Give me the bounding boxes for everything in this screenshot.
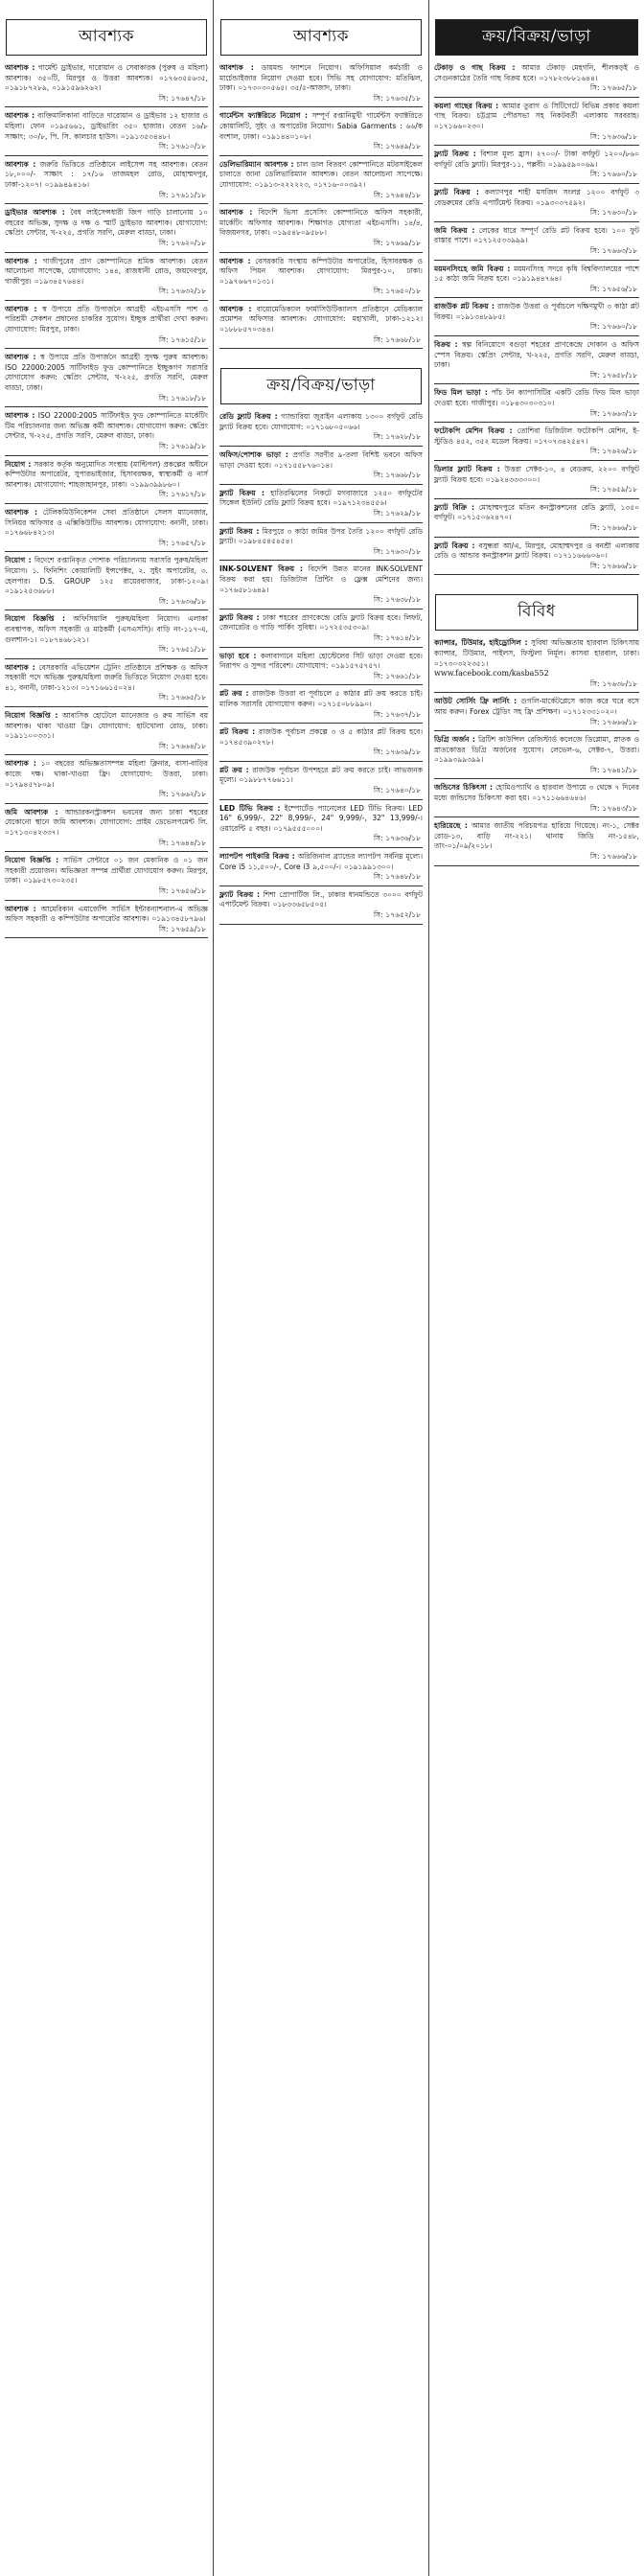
ad-text: গুগলি-মার্কেটপ্লেসে কাজ করে ঘরে বসে আয় করুন। Forex ট্রেডিং সহ ফ্রি প্রশিক্ষণ। ০১৭১২৩৩১০২০। <box>434 697 640 716</box>
ad-keyword: নিয়োগ বিজ্ঞপ্তি : <box>5 711 58 721</box>
ad-keyword: আবশ্যক : <box>5 353 36 362</box>
ad-text: ময়মনসিংহ সদরে কৃষি বিশ্ববিদ্যালয়ের পাশে ১৫ কাঠা জমি বিক্রয় হবে। ০১৯১৯৪৪৭৬৪। <box>434 264 640 284</box>
ad-keyword: আবশ্যক : <box>5 304 37 313</box>
ad-text: গ্যান্ডারিয়া জুরাইন এলাকায় ১৩০০ বর্গফুট রেডি ফ্ল্যাট বিক্রয় হবে। যোগাযোগ: ০১৭১৬৮০৫০৬৬। <box>219 412 423 431</box>
ad-separator <box>5 155 208 156</box>
ad-code: সি: ১৭৬২৮/১৮ <box>373 432 421 442</box>
ad-text: আবাসিক হোটেলে ম্যানেজার ও রুম সার্ভিস বয় আবশ্যক। থাকা খাওয়া ফ্রি। যোগাযোগ: হাটখোলা রোড, ঢাকা। ০১৯১১০০৩৩১। <box>5 711 208 741</box>
ad-text: সরকার কর্তৃক অনুমোদিত সংস্থায় (মাল্টিপল) প্রকল্পের অধীনে কম্পিউটার অপারেটর, সুপারভাইজার, হিসাবরক্ষক, স্বাস্থ্যকর্মী ও নার্স আবশ্যক। যোগাযোগ: শাহজাহানপুর, ঢাকা। ০১৯৯৩৯৯৮৬০। <box>5 459 209 489</box>
ad-code: সি: ১৭৬৫৬/১৮ <box>589 284 637 293</box>
ad-code: সি: ১৭৬৫৮/১৮ <box>589 370 637 380</box>
ad-code: সি: ১৭৬৫১/১৮ <box>158 645 206 655</box>
ad-keyword: LED টিভি বিক্রয় : <box>219 803 281 813</box>
classified-ad <box>217 725 426 759</box>
classified-ad <box>431 501 642 535</box>
classified-ad <box>217 687 426 721</box>
ad-code: সি: ১৭৬৬৬/১৮ <box>589 522 637 532</box>
classified-ad <box>2 612 211 656</box>
ad-text: আমার তুরাগ ও সিটিগেটে বিভিন্ন প্রকার কয়লা গাছ বিক্রয়। চট্টগ্রাম পৌরসভা সহ নিকটবর্তী এলাকায় সরবরাহ। ০১৭১৬৬০২৩০। <box>434 101 640 130</box>
ad-code: সি: ১৭৬৫২/১৮ <box>373 910 421 919</box>
ad-code: সি: ১৭৬৪৭/১৮ <box>158 93 206 103</box>
classified-ad <box>2 806 211 849</box>
ad-code: সি: ১৭৬৩০/১৮ <box>373 546 421 556</box>
ad-separator <box>5 203 208 204</box>
ad-text: আন্ডারকনস্ট্রাকশন ভবনের জন্য ঢাকা শহরের যেকোনো স্থানে জমি আবশ্যক। যোগাযোগ: প্রাইম ডেভেলপমেন্ট লি. ০১৭১৩০৪২৩৩৭। <box>5 807 208 837</box>
ad-keyword: অফিস/পোশাক ভাড়া : <box>219 450 288 460</box>
classified-ad <box>2 351 211 404</box>
ad-text: স্বল্প বিনিয়োগে বগুড়া শহরের প্রাণকেন্দ্রে দোকান ও অফিস স্পেস বিক্রয়। স্কেপ্রিং সেন্টার, খ-২২৫, প্রগতি সরণি, মেরুল বাড্ডা, ঢাকা। <box>434 340 639 370</box>
ad-keyword: হারিয়েছে : <box>434 821 468 831</box>
ad-text: হোমিওপ্যাথি ও হারবাল উপায়ে ৩ থেকে ৭ দিনের মধ্যে জন্ডিসের চিকিৎসা করা হয়। ০১৭১১৬৬৪৬৪৬। <box>434 783 639 803</box>
ad-code: সি: ১৭৬১০/১৮ <box>158 142 206 151</box>
ad-text: আমেরিকান এমার্জেন্সি সার্ভিস ইন্টারন্যাশনাল-এ অভিজ্ঞ অফিস সহকারী ও কম্পিউটার অপারেটর আবশ্যক। ০১৯১৩৪৫৮৭৯৬। <box>5 904 208 924</box>
ad-keyword: প্লট বিক্রয় : <box>219 727 256 737</box>
ad-text: তোশিবা ডিজিটাল ফটোকপি মেশিন, ই-স্টুডিও ৪৫২, ৩৫২ মডেল বিক্রয়। ০১৭০৭৩৪২৫৪৭। <box>434 426 639 446</box>
classified-ad <box>431 338 642 381</box>
ad-code: সি: ১৭৬১৫/১৮ <box>158 334 206 344</box>
ad-separator <box>434 183 639 184</box>
ad-code: সি: ১৭৬৬৯/১৮ <box>373 238 421 247</box>
ad-code: সি: ১৭৬৪৮/১৮ <box>373 872 421 882</box>
ad-text: টেলিকমিউনিকেশন সেবা প্রতিষ্ঠানে সেলস ম্যানেজার, সিনিয়র অফিসার ও এক্সিকিউটিভ আবশ্যক। যোগাযোগ: বনানী, ঢাকা। ০১৭৬৬৮৪২১৩। <box>5 507 208 538</box>
ad-code: সি: ১৭৬৬০/১৮ <box>589 322 637 332</box>
ad-separator <box>5 706 208 707</box>
ad-separator <box>219 847 423 848</box>
ad-keyword: জমি বিক্রয় : <box>434 225 475 235</box>
classified-ad <box>431 224 642 258</box>
ad-keyword: আবশ্যক : <box>5 904 36 913</box>
classified-ad <box>431 425 642 458</box>
ad-code: সি: ১৭৬৩৯/১৮ <box>373 748 421 757</box>
ad-keyword: নিয়োগ বিজ্ঞপ্তি : <box>5 614 65 624</box>
ad-code: সি: ১৭৬৩৭/১৮ <box>373 709 421 719</box>
ad-text: আমার টেকাড় মেহগনি, শীলকড়ই ও সেগুনকাঠের তৈরি গাছ বিক্রয় হবে। ০১৭৮২৩৮৮১৬৪৪। <box>434 63 640 82</box>
ad-separator <box>219 155 423 156</box>
classified-ad <box>217 764 426 797</box>
ad-separator <box>5 851 208 852</box>
ad-separator <box>219 522 423 523</box>
classified-ad <box>2 854 211 897</box>
ad-keyword: INK-SOLVENT বিক্রয় : <box>219 564 303 574</box>
ad-text: রাজউক পূর্বাচল উপশহরে প্লট ক্রয় করতে চাই। লাভজনক মূল্যে। ০১৯৮৮৭৭৬৬১১। <box>219 765 423 785</box>
ad-text: জরুরি ভিত্তিতে প্রতিষ্ঠানে লাইসেন্স সহ আবশ্যক। বেতন ১৮,০০০/- সাক্ষাৎ : ১৭/১৬ তাজমহল রোড, মোহাম্মদপুর, ঢাকা-১২০৭। ০১৯৯৪৯৪১৬। <box>5 159 208 189</box>
ad-separator <box>219 647 423 648</box>
ad-code: সি: ১৭৬৬৩/১৮ <box>589 245 637 255</box>
ad-separator <box>434 865 639 866</box>
classified-ad <box>431 61 642 95</box>
ad-text: গাজীপুরের প্রাণ কোম্পানিতে শ্রমিক আবশ্যক। বেতন আলোচনা সাপেক্ষে, যোগাযোগ: ১৪৪, রাজধানী রোড, জয়দেবপুর, গাজীপুর। ০১৯৩৪৫৭৬৪৪। <box>5 256 208 286</box>
ad-text: রাজউক উত্তরা বা পূর্বাচলে ৫ কাঠার প্লট ক্রয় করতে চাই। মালিক সরাসরি যোগাযোগ করুন। ০১৭১৫০৮৮৯৯০। <box>219 689 423 708</box>
ad-code: সি: ১৭৬৪৪/১৮ <box>373 190 421 199</box>
classified-ad <box>217 802 426 845</box>
ad-separator <box>219 300 423 301</box>
classified-ad <box>431 386 642 420</box>
ad-separator <box>434 422 639 423</box>
ad-keyword: ফিড মিল ভাড়া : <box>434 388 488 398</box>
ad-code: সি: ১৭৬৬৬/১৮ <box>589 717 637 726</box>
ad-keyword: ফটোকপি মেশিন বিক্রয় : <box>434 426 513 436</box>
ad-code: সি: ১৭৬৫৯/১৮ <box>158 924 206 933</box>
classified-ad <box>217 303 426 346</box>
ad-separator <box>5 551 208 552</box>
classified-ad <box>2 255 211 298</box>
classified-ad <box>2 158 211 201</box>
ad-text: ডায়মন্ড ফ্যাশনে নিয়োগ। অফিসিয়াল কর্মচারী ও মার্চেন্ডাইজার নিয়োগ দেওয়া হবে। সিভি সহ যোগাযোগ: মতিঝিল, ঢাকা। ০১৭৩০৩০৫৬৫। ৩৫/৫-আজাদ, ঢাকা। <box>219 63 423 93</box>
ad-text: ISO 22000:2005 সার্টিফাইড ফুড কোম্পানিতে মার্কেটিং টিম পরিচালনার জন্য অভিজ্ঞ কর্মী আবশ্যক। যোগাযোগ করুন: স্কেপ্রিং সেন্টার, খ-২২৫, প্রগতি সরণি, মেরুল বাড্ডা, ঢাকা। <box>5 411 208 441</box>
ad-text: অফিসিয়ালি পুরুষ/মহিলা নিয়োগ। এলাকা ব্যবস্থাপক, অফিস সহকারী ও মাঠকর্মী (এসএসসি)। বাড়ি নং-১১৭-এ, গুলশান-১। ০১৮৭৪৬৮১২১। <box>5 614 208 644</box>
ad-text: চাল ডাল বিতরণ কোম্পানিতে মটরসাইকেল চালাতে জানা ডেলিভারিম্যান আবশ্যক। বেতন আলোচনা সাপেক্ষে। যোগাযোগ: ০১৯১৩-২২২২২৩, ০১৭১৬-০০৩৯২। <box>219 159 423 189</box>
classified-ad <box>431 540 642 573</box>
ad-separator <box>5 754 208 755</box>
classified-column-2 <box>217 0 426 2576</box>
ad-code: সি: ১৭৬৩৬/১৮ <box>158 596 206 606</box>
ad-separator <box>5 455 208 456</box>
ad-text: ব্রিটিশ কাউন্সিল রেজিস্টার্ড কলেজে ডিপ্লোমা, স্নাতক ও স্নাতকোত্তর ডিগ্রি অর্জনের সুযোগ। লেভেল-৬, সেক্টর-৭, উত্তরা। ০১৯৯৩৯৯৩৯৯। <box>434 735 639 765</box>
ad-code: সি: ১৭৬১৭/১৮ <box>158 490 206 499</box>
classified-ad <box>431 463 642 496</box>
ad-keyword: নিয়োগ বিজ্ঞপ্তি : <box>5 856 59 865</box>
ad-code: সি: ১৭৬৪০/১৮ <box>373 786 421 795</box>
classified-ad <box>217 487 426 520</box>
ad-keyword: ল্যাপটপ পাইকারি বিক্রয় : <box>219 852 295 862</box>
classified-ad <box>217 61 426 104</box>
classified-ad <box>431 100 642 143</box>
ad-code: সি: ১৭৬২৯/১৮ <box>373 509 421 518</box>
ad-keyword: ক্যান্সার, টিউমার, হাইড্রোসিল : <box>434 638 528 648</box>
ad-keyword: রেডি ফ্ল্যাট বিক্রয় : <box>219 412 278 422</box>
ad-keyword: ডিগ্রি অর্জন : <box>434 735 475 745</box>
ad-separator <box>219 684 423 685</box>
ad-keyword: ফ্ল্যাট বিক্রয় : <box>219 612 260 622</box>
section-header: ক্রয়/বিক্রয়/ভাড়া <box>220 368 422 404</box>
ad-text: গার্মেন্ট ড্রাইভার, দারোয়ান ও সেবাকারক (পুরুষ ও মহিলা) আবশ্যক। ৩৫০টি, মিরপুর ও উত্তরা আবশ্যক। ০১৭৬৩৫৫৬৩৫, ০১৯১৮৭২৮৯, ০১৯১৫৯৬২৬২। <box>5 63 208 93</box>
classified-ad <box>2 206 211 249</box>
classified-ad <box>2 303 211 346</box>
ad-code: সি: ১৭৬১৮/১৮ <box>158 393 206 402</box>
ad-separator <box>5 300 208 301</box>
classified-ad <box>2 554 211 608</box>
ad-separator <box>219 799 423 800</box>
classified-ad <box>2 757 211 800</box>
ad-keyword: ডিলার ফ্ল্যাট বিক্রয় : <box>434 465 500 473</box>
ad-keyword: ময়মনসিংহে জমি বিক্রয় : <box>434 264 511 273</box>
ad-separator <box>5 503 208 504</box>
ad-separator <box>5 406 208 407</box>
ad-text: কলাবাগানে মহিলা হোস্টেলের সিট ভাড়া দেওয়া হবে। নিরাপদ ও সুন্দর পরিবেশ। যোগাযোগ: ০১৯১৫৭৫৭৫৭। <box>219 651 423 671</box>
ad-separator <box>219 484 423 485</box>
ad-keyword: বিক্রয় : <box>434 340 458 350</box>
ad-keyword: আবশ্যক : <box>219 63 254 72</box>
classified-ad <box>431 781 642 815</box>
ad-code: সি: ১৭৬৩৫/১৮ <box>373 93 421 103</box>
ad-text: শিশা প্রোপার্টিজ লি., ঢাকার ধানমন্ডিতে ৩০০০ বর্গফুট এপার্টমেন্ট বিক্রয়। ০১৮৩৩৬৫৮৫০৫। <box>219 889 423 909</box>
classified-ad <box>217 255 426 298</box>
ad-keyword: নিয়োগ : <box>5 556 32 565</box>
ad-keyword: আউট সোর্সিং ফ্রি লার্নিং : <box>434 697 518 706</box>
ad-keyword: আবশ্যক : <box>5 63 35 72</box>
ad-separator <box>5 252 208 253</box>
column-divider <box>428 0 429 2576</box>
ad-code: সি: ১৭৬৪৩/১৮ <box>589 803 637 813</box>
ad-text: ইম্পোর্টেড প্যানেলের LED টিভি বিক্রয়। LED 16" 6,999/-, 22" 8,999/-, 24" 9,999/-, 32" 13,999/-। ওয়ারেন্টি ৫ বছর। ০১৭৯৫৫৫০০০। <box>219 803 423 833</box>
ad-code: সি: ১৭৬১৯/১৮ <box>158 442 206 450</box>
classified-ad <box>431 263 642 296</box>
ad-keyword: ফ্ল্যাট বিক্রয় : <box>434 540 475 550</box>
classified-ad <box>217 448 426 482</box>
ad-keyword: প্লট ক্রয় : <box>219 765 249 774</box>
ad-keyword: ফ্ল্যাট বিক্রয় : <box>219 889 261 899</box>
ad-keyword: আবশ্যক : <box>5 662 35 672</box>
classified-ad <box>217 158 426 201</box>
ad-text: স্ব উপায়ে প্রতি উপার্জনে আগ্রহী সুদক্ষ পুরুষ আবশ্যক। ISO 22000:2005 সার্টিফাইড ফুড কোম্পানিতে ইচ্ছুকগণ সরাসরি যোগাযোগ করুন: স্কেপ্রিং সেন্টার, খ-২২৫, প্রগতি সরণি, মেরুল বাড্ডা, ঢাকা। <box>5 353 208 393</box>
ad-separator <box>434 97 639 98</box>
ad-text: রাজউক পূর্বাচল প্রকল্পে ৩ ও ৫ কাঠার প্লট বিক্রয় হবে। ০১৭৪৫৩৯০২৭৮। <box>219 727 423 747</box>
section-header: আবশ্যক <box>6 19 207 56</box>
ad-separator <box>434 260 639 261</box>
ad-code: সি: ১৭৬৬৬/১৮ <box>589 852 637 862</box>
ad-keyword: আবশ্যক : <box>5 159 36 169</box>
ad-keyword: ফ্ল্যাট বিক্রয় : <box>434 150 476 159</box>
ad-keyword: প্লট ক্রয় : <box>219 689 249 699</box>
classified-column-1 <box>2 0 211 2576</box>
ad-separator <box>434 816 639 817</box>
ad-separator <box>219 446 423 447</box>
ad-text: বসুন্ধরা আ/এ, মিরপুর, মোহাম্মদপুর ও বনশ্রী এলাকায় রেডি ও আন্ডার কনস্ট্রাকশন ফ্ল্যাট বিক্রয়। ০১৭১১৬৬৬০৬০। <box>434 540 639 561</box>
ad-separator <box>219 723 423 724</box>
ad-text: বিদেশে রপ্তানিকৃত পোশাক পরিচালনায় সরাসরি পুরুষ/মহিলা নিয়োগ। ১. ফিনিশিং কোয়ালিটি ইন্সপেক্টর, ২. সুইং অপারেটর, ৩. হেলপার। D.S. GROUP ১২৫ রায়েরবাজার, ঢাকা-১২০৯। ০১৯১২৫৩৬৮৮। <box>5 556 208 596</box>
ad-code: সি: ১৭৬৪৯/১৮ <box>373 142 421 151</box>
ad-code: সি: ১৭৬৩৬/১৮ <box>373 834 421 843</box>
classified-ad <box>2 506 211 549</box>
ad-separator <box>434 383 639 384</box>
ad-text: অরিজিনাল ব্র্যান্ডের ল্যাপটপ সর্বনিম্ন মূল্যে। Core i5 ১১,৫০০/-, Core i3 ৯,৫০০/-। ০১৯১৯৯১৩০০। <box>219 852 423 871</box>
ad-code: সি: ১৭৬৩৬/১৮ <box>589 131 637 141</box>
ad-keyword: গার্মেন্টস ফ্যাক্টরিতে নিয়োগ : <box>219 111 309 121</box>
ad-text: উত্তরা সেক্টর-১০, ৪ বেডরুম, ২২০০ বর্গফুট ফ্ল্যাট বিক্রয় হবে। ০১৯২৪৩৩৩০০০। <box>434 465 640 484</box>
ad-separator <box>5 658 208 659</box>
classified-ad <box>2 903 211 936</box>
ad-keyword: ভাড়া হবে : <box>219 651 257 660</box>
section-header: আবশ্যক <box>220 19 422 56</box>
ad-separator <box>219 203 423 204</box>
ad-text: লেকের ধারে সম্পূর্ণ রেডি প্লট বিক্রয় হবে। ১০০ ফুট রাস্তার পাশে। ০১৭১২৫৩৩৯৯৯। <box>434 225 639 245</box>
ad-text: প্রগতি সরণীর ৯-তলা বিশিষ্ট ভবনে অফিস ভাড়া দেওয়া হবে। ০১৭১৫৫৮৭৬০১৪। <box>219 450 423 470</box>
classified-ad <box>431 733 642 776</box>
classified-ad <box>217 850 426 884</box>
ad-code: সি: ১৭৬৬২/১৮ <box>158 790 206 799</box>
ad-separator <box>434 335 639 336</box>
ad-keyword: রাজউক প্লট বিক্রয় : <box>434 302 495 311</box>
classified-ad <box>217 563 426 606</box>
ad-keyword: আবশ্যক : <box>5 507 37 517</box>
classified-ad <box>431 819 642 862</box>
ad-text: ১০ বছরের অভিজ্ঞতাসম্পন্ন মহিলা ক্লিনার, বাসা-বাড়ির কাজে দক্ষ। থাকা-খাওয়া ফ্রি। যোগাযোগ: উত্তরা, ঢাকা। ০১৭৯৪৫৭৮০৯। <box>5 759 208 789</box>
ad-code: সি: ১৭৬৬১/১৮ <box>373 671 421 680</box>
classified-ad <box>217 650 426 683</box>
ad-text: ব্যক্তিমালিকানা বাড়িতে দারোয়ান ও ড্রাইভার ১২ হাজার ও মহিলা। ফোন ০১৯৫৬৬১, ড্রাইভারিং ৩৫০ হাজার। বেতন ১৬/৮ সাক্ষাৎ: ৩০/৮, পি. সি. কালচার হাউস। ০১৯১৩৫৩৪৪৮। <box>5 111 208 141</box>
classified-ad <box>217 888 426 922</box>
ad-text: কল্যাণপুর শাহী মসজিদ সংলগ্ন ১২০০ বর্গফুট ৩ বেডরুমের রেডি এপার্টমেন্ট বিক্রয়। ০১৯৩০৩৭৫৯২। <box>434 187 639 207</box>
ad-code: সি: ১৭৬৬৩/১৮ <box>589 408 637 418</box>
ad-text: ঢাকা শহরের প্রাণকেন্দ্রে রেডি ফ্ল্যাট বিক্রয় হবে। লিফট, জেনারেটর ও গাড়ি পার্কিং সুবিধা। ০১৭২৫৩৫৩০৯। <box>219 612 423 632</box>
ad-code: সি: ১৭৬৩২/১৮ <box>158 287 206 296</box>
ad-code: সি: ১৭৬৬৫/১৮ <box>589 83 637 93</box>
ad-separator <box>5 803 208 804</box>
ad-separator <box>434 498 639 499</box>
classified-ad <box>431 636 642 690</box>
ad-text: বিশাল মূল্য হ্রাস। ২৭০০/- টাকা বর্গফুট ১২০০/৮৬০ বর্গফুট রেডি ফ্ল্যাট। মিরপুর-১১, পল্লবী। ০১৯৯৫৯০০৬৯। <box>434 150 639 169</box>
ad-code: সি: ১৭৬৬৮/১৮ <box>373 334 421 344</box>
ad-keyword: নিয়োগ : <box>5 459 32 469</box>
classified-ad <box>431 148 642 181</box>
ad-code: সি: ১৭৬৪৪/১৮ <box>158 838 206 847</box>
ad-keyword: আবশ্যক : <box>5 256 37 265</box>
ad-text: বিদেশি ভিসা প্রসেসিং কোম্পানিতে অফিস সহকারী, মার্কেটিং অফিসার আবশ্যক। শিক্ষাগত যোগ্যতা এইচএসসি। ১৪/৪, বিজয়নগর, ঢাকা। ০১৯৫৪৮০৯৫৮৮। <box>219 208 423 238</box>
classified-ad <box>217 206 426 249</box>
ad-text: বেসরকারি সংস্থায় কম্পিউটার অপারেটর, হিসাবরক্ষক ও অফিস পিয়ন আবশ্যক। যোগাযোগ: মিরপুর-১০, ঢাকা। ০১৯৭৬৬৭০১৩১। <box>219 256 423 286</box>
classified-ad <box>431 186 642 219</box>
ad-code: সি: ১৭৬৬৪/১৮ <box>158 741 206 750</box>
ad-separator <box>219 560 423 561</box>
ad-separator <box>434 574 639 575</box>
ad-text: বেসরকারি এভিয়েশন ট্রেনিং প্রতিষ্ঠানে প্রশিক্ষক ও অফিস সহকারী পদে অভিজ্ঞ পুরুষ/মহিলা জরুরি ভিত্তিতে নিয়োগ দেওয়া হবে। ৪১, বনানী, ঢাকা-১২১৩। ০১৭১৬৬১৫০২৪। <box>5 662 208 692</box>
ad-code: সি: ১৭৬৩০/১৮ <box>589 208 637 218</box>
ad-separator <box>5 106 208 107</box>
classified-ad <box>217 109 426 152</box>
ad-separator <box>219 761 423 762</box>
ad-keyword: ডেলিভারিম্যান আবশ্যক : <box>219 159 294 169</box>
ad-code: সি: ১৭৬৩৮/১৮ <box>373 595 421 605</box>
ad-keyword: ফ্ল্যাট বিক্রয় : <box>219 488 265 497</box>
ad-code: সি: ১৭৬৬৮/১৮ <box>373 471 421 480</box>
ad-separator <box>219 609 423 610</box>
ad-code: সি: ১৭৬৪১/১৮ <box>589 765 637 774</box>
ad-keyword: ফ্ল্যাট বিক্রি : <box>434 502 474 512</box>
ad-text: মোহাম্মদপুরে মতিন কনস্ট্রাকশনের রেডি ফ্ল্যাট, ১৩৫০ বর্গফুট। ০১৭১৫০৬২৪৭০। <box>434 502 640 522</box>
ad-code: সি: ১৭৬২০/১৮ <box>158 238 206 247</box>
ad-link[interactable]: www.facebook.com/kasba552 <box>434 669 549 678</box>
ad-text: মিরপুরে ৩ কাঠা জমির উপর তৈরি ১২০০ বর্গফুট রেডি ফ্ল্যাট। ০১৯৮৪৫৪৫৪৫৪। <box>219 526 423 546</box>
ad-code: সি: ১৭৬৬৫/১৮ <box>158 693 206 702</box>
ad-keyword: আবশ্যক : <box>5 111 35 121</box>
ad-separator <box>5 900 208 901</box>
section-header: ক্রয়/বিক্রয়/ভাড়া <box>435 19 638 56</box>
ad-separator <box>434 778 639 779</box>
ad-code: সি: ১৭৬৩৮/১৮ <box>589 678 637 688</box>
ad-separator <box>434 297 639 298</box>
ad-code: সি: ১৭৬৫৬/১৮ <box>158 886 206 895</box>
ad-code: সি: ১৭৬১৪/১৮ <box>373 632 421 642</box>
ad-keyword: টেকাড় ও গাছ বিক্রয় : <box>434 63 516 72</box>
classified-ad <box>431 300 642 334</box>
ad-keyword: ফ্ল্যাট বিক্রয় : <box>434 187 479 196</box>
ad-text: হাতিরঝিলের নিকটে মগবাজারে ১২৫০ বর্গফুটের সিঙ্গেল ইউনিট রেডি ফ্ল্যাট বিক্রয় হবে। ০১৯৭১২৩৪৫৫৬। <box>219 488 423 508</box>
ad-code: সি: ১৭৬৬৬/১৮ <box>589 561 637 570</box>
classified-ad <box>2 409 211 452</box>
ad-code: সি: ১৭৬৫০/১৮ <box>373 287 421 296</box>
ad-text: বিদেশি উন্নত মানের INK-SOLVENT বিক্রয় করা হয়। ডিজিটাল প্রিন্টিং ও ফ্লেক্স মেশিনের জন্য। ০১৭৬৫৮১৬৪৯। <box>219 564 423 594</box>
ad-keyword: আবশ্যক : <box>219 256 251 265</box>
ad-text: বৈধ লাইসেন্সধারী জিপ গাড়ি চালানোয় ১০ বছরের অভিজ্ঞ, সুদক্ষ ও দক্ষ ও স্মার্ট ড্রাইভার আবশ্যক। যোগাযোগ: স্কেপ্রিং সেন্টার, খ-২২৫, প্রগতি সরণি, মেরুল বাড্ডা, ঢাকা। <box>5 208 208 238</box>
ad-text: সুবিধা অভিজ্ঞতায় হারবাল চিকিৎসায় ক্যান্সার, টিউমার, পাইলস, ফিস্টুলা নির্মূল। কাসবা হারবাল, ঢাকা। ০১৭৩০৩২২৩৫১। <box>434 638 639 668</box>
ad-separator <box>5 937 208 938</box>
classified-column-3 <box>431 0 642 2576</box>
ad-keyword: আবশ্যক : <box>5 411 35 421</box>
ad-text: রাজউক উত্তরা ও পূর্বাচলে দক্ষিণমুখী ৩ কাঠা প্লট বিক্রয়। ০১৯১৩৪৮৯৮৫। <box>434 302 639 321</box>
ad-separator <box>434 221 639 222</box>
ad-code: সি: ১৭৬৫৭/১৮ <box>158 538 206 547</box>
ad-keyword: ফ্ল্যাট বিক্রয় : <box>219 526 260 536</box>
ad-code: সি: ১৭৬৫৯/১৮ <box>589 485 637 494</box>
classified-ad <box>217 525 426 559</box>
ad-keyword: জন্ডিসের চিকিৎসা : <box>434 783 494 793</box>
ad-separator <box>434 537 639 538</box>
ad-code: সি: ১৭৬২৬/১৮ <box>589 447 637 456</box>
ad-text: বায়োমেডিক্যাল ফার্মাসিউটিক্যালস প্রতিষ্ঠানে মেডিক্যাল প্রমোশন অফিসার আবশ্যক। যোগাযোগ: মহাখালী, ঢাকা-১২১২। ০১৮৮৮৫৭০৩৪৪। <box>219 304 423 334</box>
classified-ad <box>2 709 211 752</box>
classified-ad <box>2 661 211 704</box>
ad-separator <box>219 106 423 107</box>
column-divider <box>213 0 214 2576</box>
ad-text: পাঁচ টন ক্যাপাসিটির একটি রেডি ফিড মিল ভাড়া দেওয়া হবে। গাজীপুর। ০১৮৪৩০৩০৩১০। <box>434 388 639 408</box>
classified-ad <box>2 458 211 501</box>
classified-ad <box>2 109 211 152</box>
ad-separator <box>219 252 423 253</box>
ad-separator <box>434 145 639 146</box>
ad-separator <box>219 924 423 925</box>
ad-separator <box>434 730 639 731</box>
ad-keyword: ড্রাইভার আবশ্যক : <box>5 208 65 218</box>
ad-separator <box>219 348 423 349</box>
ad-separator <box>5 348 208 349</box>
ad-text: সম্পূর্ণ রপ্তানিমুখী গার্মেন্টস ফ্যাক্টরিতে কোয়ালিটি, সুইং ও অপারেটর নিয়োগ। Sabia Garments : ৬৬/ক বংশাল, ঢাকা। ০১৯১৪৪০১০৮। <box>219 111 424 141</box>
ad-keyword: জমি আবশ্যক : <box>5 807 58 816</box>
ad-keyword: আবশ্যক : <box>219 208 253 218</box>
classified-ad <box>217 611 426 645</box>
classified-ad <box>431 695 642 728</box>
ad-code: সি: ১৭৬১১/১৮ <box>158 190 206 199</box>
ad-keyword: আবশ্যক : <box>5 759 36 769</box>
ad-keyword: কয়লা গাছের বিক্রয় : <box>434 101 499 110</box>
ad-keyword: আবশ্যক : <box>219 304 252 313</box>
section-header: বিবিধ <box>435 594 638 631</box>
ad-code: সি: ১৭৬৬০/১৮ <box>589 170 637 179</box>
ad-text: স্ব উপায়ে প্রতি উপার্জনে আগ্রহী এইচএসসি পাশ ও পরিশ্রমী সেকশন প্রধানের চাকরির সুযোগ। ইচ্ছুক প্রার্থীরা দেখা করুন। যোগাযোগ: মিরপুর, ঢাকা। <box>5 304 208 334</box>
classified-ad <box>217 410 426 444</box>
ad-text: সার্ভিস সেন্টারে ০১ জন মেকানিক ও ০১ জন সহকারী প্রয়োজন। অভিজ্ঞতা সম্পন্ন প্রার্থীরা যোগাযোগ করুন। মিরপুর, ঢাকা। ০১৯৮৫৭৩০২৩৫। <box>5 856 208 886</box>
classified-ad <box>2 61 211 104</box>
ad-text: আমার জাতীয় পরিচয়পত্র হারিয়ে গিয়েছে। নং-১, সেক্টর রোড-১৩, বাড়ি নং-২২১। থানায় জিডি নং-১৫৪৮, তাং-০১/০৯/২০১৮। <box>434 821 639 851</box>
ad-separator <box>434 460 639 461</box>
ad-separator <box>434 692 639 693</box>
